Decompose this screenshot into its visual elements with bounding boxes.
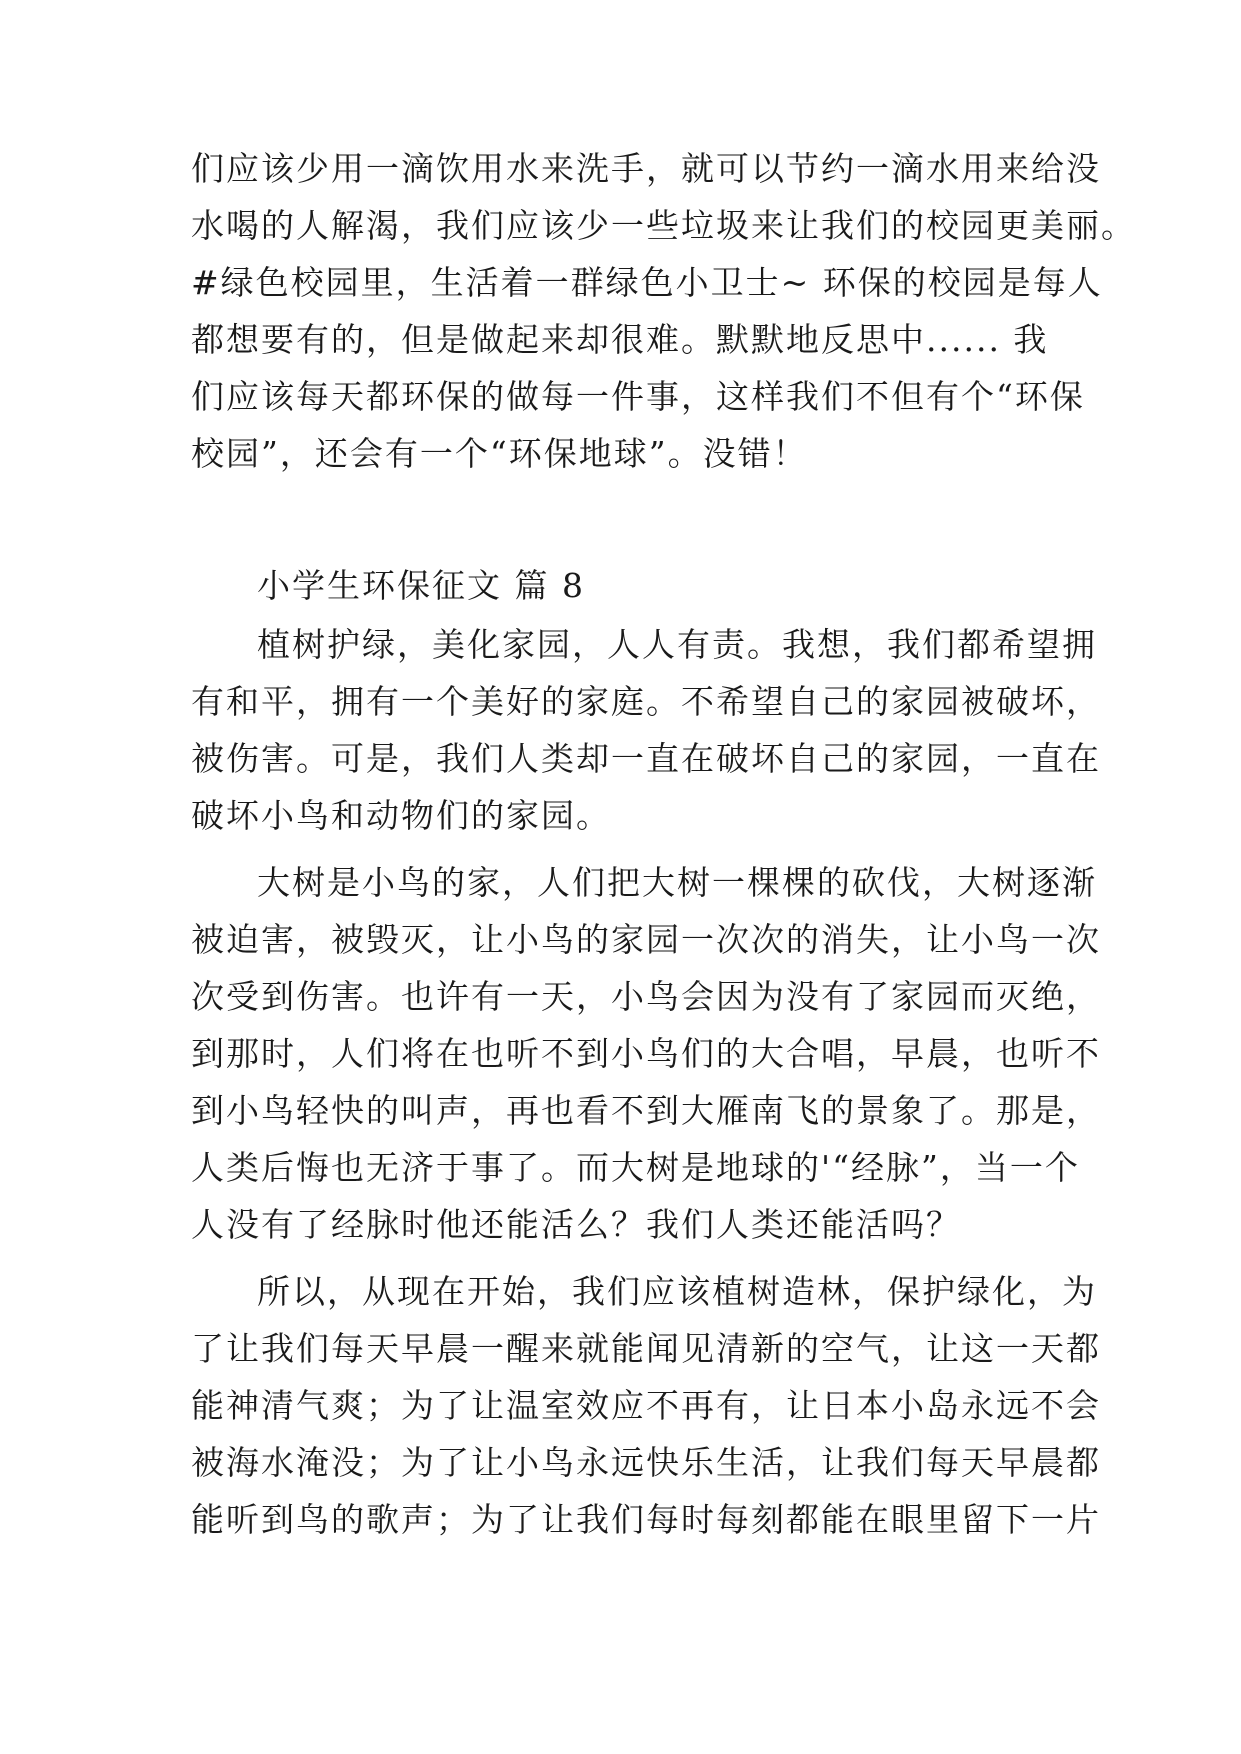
- text-line: 到小鸟轻快的叫声，再也看不到大雁南飞的景象了。那是，: [191, 1091, 1101, 1130]
- text-line: 人类后悔也无济于事了。而大树是地球的'“经脉”，当一个: [191, 1148, 1080, 1187]
- paragraph-first-line: 大树是小鸟的家，人们把大树一棵棵的砍伐，大树逐渐: [257, 863, 1097, 902]
- text-line: 人没有了经脉时他还能活么？我们人类还能活吗？: [191, 1205, 961, 1244]
- text-line: 校园”，还会有一个“环保地球”。没错！: [191, 434, 808, 473]
- text-line: 们应该每天都环保的做每一件事，这样我们不但有个“环保: [191, 377, 1085, 416]
- text-line: 了让我们每天早晨一醒来就能闻见清新的空气，让这一天都: [191, 1329, 1101, 1368]
- paragraph-first-line: 植树护绿，美化家园，人人有责。我想，我们都希望拥: [257, 625, 1097, 664]
- text-line: 都想要有的，但是做起来却很难。默默地反思中...... 我: [191, 320, 1049, 359]
- text-line: 被海水淹没；为了让小鸟永远快乐生活，让我们每天早晨都: [191, 1443, 1101, 1482]
- section-title: 小学生环保征文 篇 8: [257, 566, 585, 605]
- text-line: 到那时，人们将在也听不到小鸟们的大合唱，早晨，也听不: [191, 1034, 1101, 1073]
- text-line: 有和平，拥有一个美好的家庭。不希望自己的家园被破坏，: [191, 682, 1101, 721]
- text-line: 水喝的人解渴，我们应该少一些垃圾来让我们的校园更美丽。: [191, 206, 1136, 245]
- text-line: 能神清气爽；为了让温室效应不再有，让日本小岛永远不会: [191, 1386, 1101, 1425]
- text-line: 们应该少用一滴饮用水来洗手，就可以节约一滴水用来给没: [191, 149, 1101, 188]
- text-line: 破坏小鸟和动物们的家园。: [191, 796, 611, 835]
- text-line: 能听到鸟的歌声；为了让我们每时每刻都能在眼里留下一片: [191, 1500, 1101, 1539]
- text-line: #绿色校园里，生活着一群绿色小卫士~ 环保的校园是每人: [191, 263, 1103, 302]
- text-line: 次受到伤害。也许有一天，小鸟会因为没有了家园而灭绝，: [191, 977, 1101, 1016]
- text-line: 被迫害，被毁灭，让小鸟的家园一次次的消失，让小鸟一次: [191, 920, 1101, 959]
- paragraph-first-line: 所以，从现在开始，我们应该植树造林，保护绿化，为: [257, 1272, 1097, 1311]
- text-line: 被伤害。可是，我们人类却一直在破坏自己的家园，一直在: [191, 739, 1101, 778]
